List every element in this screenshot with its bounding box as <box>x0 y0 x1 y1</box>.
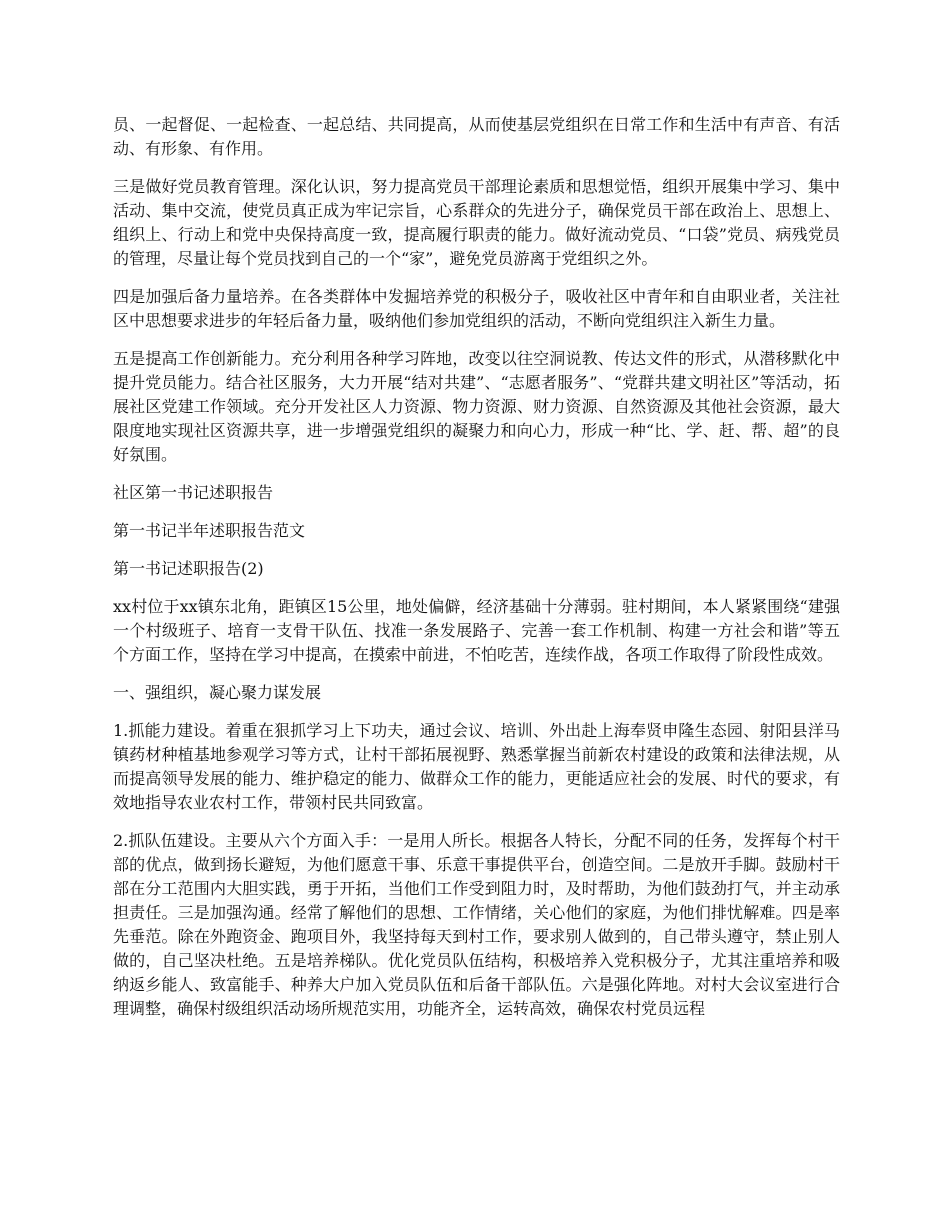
heading-half-year-report: 第一书记半年述职报告范文 <box>113 521 306 540</box>
paragraph-continuation: 员、一起督促、一起检查、一起总结、共同提高，从而使基层党组织在日常工作和生活中有声音、有活动、有形象、有作用。 <box>113 115 840 158</box>
paragraph-innovation: 五是提高工作创新能力。充分利用各种学习阵地，改变以往空洞说教、传达文件的形式，从潜移默化中提升党员能力。结合社区服务，大力开展“结对共建”、“志愿者服务”、“党群共建文明社区”等活动，拓展社区党建工作领域。充分开发社区人力资源、物力资源、财力资源、自然资源及其他社会资源，最大限度地实现社区资源共享，进一步增强党组织的凝聚力和向心力，形成一种“比、学、赶、帮、超”的良好氛围。 <box>113 349 840 464</box>
heading-section-1: 一、强组织，凝心聚力谋发展 <box>113 683 322 702</box>
heading-community-report: 社区第一书记述职报告 <box>113 483 274 502</box>
paragraph-party-education: 三是做好党员教育管理。深化认识，努力提高党员干部理论素质和思想觉悟，组织开展集中学习、集中活动、集中交流，使党员真正成为牢记宗旨，心系群众的先进分子，确保党员干部在政治上、思想上、组织上、行动上和党中央保持高度一致，提高履行职责的能力。做好流动党员、“口袋”党员、病残党员的管理，尽量让每个党员找到自己的一个“家”，避免党员游离于党组织之外。 <box>113 177 840 268</box>
paragraph-capacity-building: 1.抓能力建设。着重在狠抓学习上下功夫，通过会议、培训、外出赴上海奉贤申隆生态园、射阳县洋马镇药材种植基地参观学习等方式，让村干部拓展视野、熟悉掌握当前新农村建设的政策和法律法规，从而提高领导发展的能力、维护稳定的能力、做群众工作的能力，更能适应社会的发展、时代的要求，有效地指导农业农村工作，带领村民共同致富。 <box>113 721 840 812</box>
paragraph-team-building: 2.抓队伍建设。主要从六个方面入手：一是用人所长。根据各人特长，分配不同的任务，发挥每个村干部的优点，做到扬长避短，为他们愿意干事、乐意干事提供平台，创造空间。二是放开手脚。鼓励村干部在分工范围内大胆实践，勇于开拓，当他们工作受到阻力时，及时帮助，为他们鼓劲打气，并主动承担责任。三是加强沟通。经常了解他们的思想、工作情绪，关心他们的家庭，为他们排忧解难。四是率先垂范。除在外跑资金、跑项目外，我坚持每天到村工作，要求别人做到的，自己带头遵守，禁止别人做的，自己坚决杜绝。五是培养梯队。优化党员队伍结构，积极培养入党积极分子，尤其注重培养和吸纳返乡能人、致富能手、种养大户加入党员队伍和后备干部队伍。六是强化阵地。对村大会议室进行合理调整，确保村级组织活动场所规范实用，功能齐全，运转高效，确保农村党员远程 <box>113 831 840 1018</box>
document-page <box>113 113 840 1035</box>
paragraph-reserve-training: 四是加强后备力量培养。在各类群体中发掘培养党的积极分子，吸收社区中青年和自由职业者，关注社区中思想要求进步的年轻后备力量，吸纳他们参加党组织的活动，不断向党组织注入新生力量。 <box>113 287 840 330</box>
heading-report-2: 第一书记述职报告(2) <box>113 559 264 578</box>
paragraph-village-intro: xx村位于xx镇东北角，距镇区15公里，地处偏僻，经济基础十分薄弱。驻村期间，本人紧紧围绕“建强一个村级班子、培育一支骨干队伍、找准一条发展路子、完善一套工作机制、构建一方社会和谐”等五个方面工作，坚持在学习中提高，在摸索中前进，不怕吃苦，连续作战，各项工作取得了阶段性成效。 <box>113 597 840 664</box>
